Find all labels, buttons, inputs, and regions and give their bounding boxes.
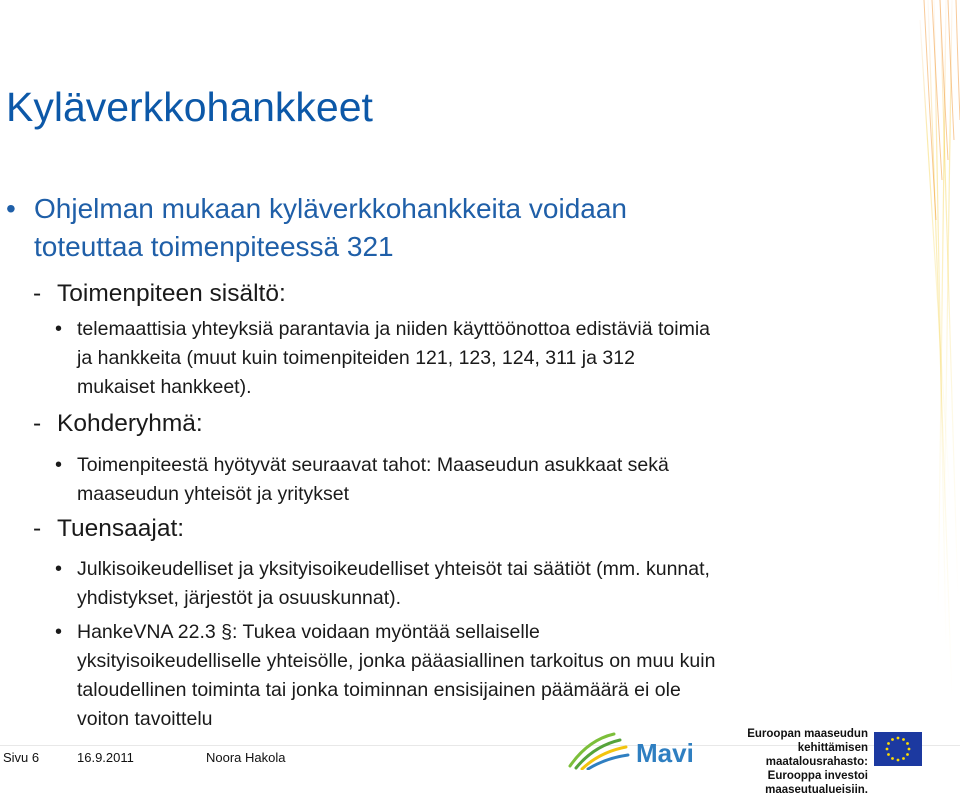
tuensaajat-item2-line-2: yksityisoikeudelliselle yhteisölle, jonka pääasiallinen tarkoitus on muu kuin xyxy=(77,650,716,672)
page-number: Sivu 6 xyxy=(3,750,40,765)
sub-bullet-marker: • xyxy=(55,558,63,580)
heading-text: Toimenpiteen sisältö: xyxy=(57,280,286,307)
heading-text: Kohderyhmä: xyxy=(57,410,203,437)
sisalto-line-1: telemaattisia yhteyksiä parantavia ja niiden käyttöönottoa edistäviä toimia xyxy=(77,318,711,340)
kohderyhma-line-2: maaseudun yhteisöt ja yritykset xyxy=(77,483,350,505)
tuensaajat-item1-line-2: yhdistykset, järjestöt ja osuuskunnat). xyxy=(77,587,402,609)
mavi-logo xyxy=(568,730,708,770)
main-bullet-line-2: toteuttaa toimenpiteessä 321 xyxy=(34,231,394,262)
section-heading-sisalto xyxy=(33,279,286,309)
dash-marker: - xyxy=(33,515,42,542)
sub-bullet-marker: • xyxy=(55,454,63,476)
tuensaajat-item1-line-1: Julkisoikeudelliset ja yksityisoikeudelliset yhteisöt tai säätiöt (mm. kunnat, xyxy=(77,558,710,580)
main-bullet-marker: • xyxy=(6,193,16,224)
eu-text-line-2: kehittämisen maatalousrahasto: xyxy=(765,742,868,768)
eu-funding-text xyxy=(718,727,868,797)
eu-text-line-3: Eurooppa investoi maaseutualueisiin. xyxy=(765,770,868,796)
sub-bullet-marker: • xyxy=(55,318,63,340)
mavi-logo-text: Mavi xyxy=(636,738,694,768)
dash-marker: - xyxy=(33,280,42,307)
sisalto-line-3: mukaiset hankkeet). xyxy=(77,376,252,398)
section-heading-kohderyhma xyxy=(33,409,203,439)
eu-text-line-1: Euroopan maaseudun xyxy=(747,728,868,740)
sisalto-line-2: ja hankkeita (muut kuin toimenpiteiden 121, 123, 124, 311 ja 312 xyxy=(77,347,635,369)
page-title: Kyläverkkohankkeet xyxy=(6,84,373,130)
kohderyhma-line-1: Toimenpiteestä hyötyvät seuraavat tahot: Maaseudun asukkaat sekä xyxy=(77,454,669,476)
tuensaajat-item2-line-3: taloudellinen toiminta tai jonka toiminnan ensisijainen päämäärä ei ole xyxy=(77,679,681,701)
tuensaajat-item2-line-1: HankeVNA 22.3 §: Tukea voidaan myöntää sellaiselle xyxy=(77,621,540,643)
main-bullet-line-1: Ohjelman mukaan kyläverkkohankkeita voidaan xyxy=(34,193,627,224)
section-heading-tuensaajat xyxy=(33,514,184,544)
footer-date: 16.9.2011 xyxy=(77,750,134,765)
sub-bullet-marker: • xyxy=(55,621,63,643)
dash-marker: - xyxy=(33,410,42,437)
heading-text: Tuensaajat: xyxy=(57,515,185,542)
eu-flag-icon xyxy=(874,732,922,766)
tuensaajat-item2-line-4: voiton tavoittelu xyxy=(77,708,213,730)
footer-author: Noora Hakola xyxy=(206,750,286,765)
